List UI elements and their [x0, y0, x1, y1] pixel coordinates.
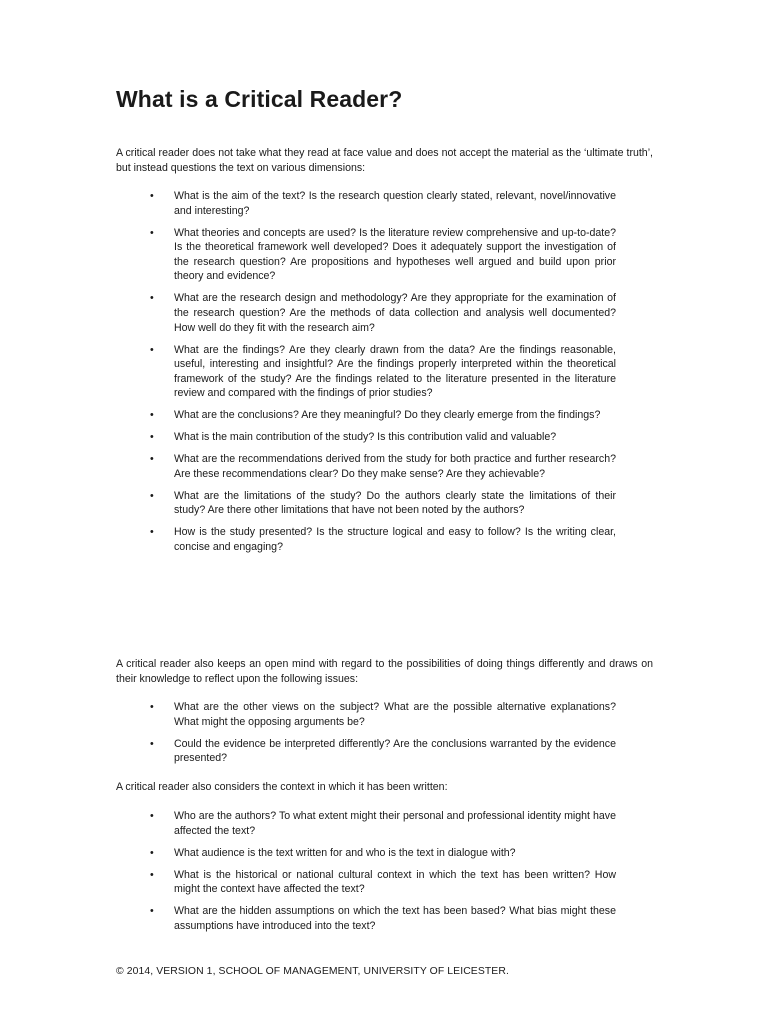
- bullet-icon: •: [150, 343, 154, 356]
- list-item: • What is the historical or national cultural context in which the text has been written? How might the context have affected the text?: [150, 868, 616, 896]
- bullet-icon: •: [150, 810, 154, 822]
- list-item: • What theories and concepts are used? Is the literature review comprehensive and up-to-date? Is the theoretical framework well developed? Does it adequately support the investigation of the research question? Are propositions and hypotheses well argued and build upon prior theory and evidence?: [150, 226, 616, 283]
- bullet-icon: •: [150, 701, 154, 713]
- copyright-footer: © 2014, VERSION 1, SCHOOL OF MANAGEMENT, UNIVERSITY OF LEICESTER.: [116, 966, 509, 977]
- list-item: • What audience is the text written for and who is the text in dialogue with?: [150, 846, 516, 859]
- bullet-icon: •: [150, 846, 154, 859]
- list-item: • What are the recommendations derived from the study for both practice and further research? Are these recommendations clear? Do they make sense? Are they achievable?: [150, 453, 616, 480]
- list-item: • Could the evidence be interpreted differently? Are the conclusions warranted by the evidence presented?: [150, 737, 616, 765]
- bullet-icon: •: [150, 190, 154, 202]
- list-item: • What is the main contribution of the study? Is this contribution valid and valuable?: [150, 431, 557, 444]
- bullet-icon: •: [150, 292, 154, 305]
- intro-paragraph: A critical reader does not take what they read at face value and does not accept the material as the ‘ultimate truth’, but instead questions the text on various dimensions:: [116, 147, 653, 174]
- open-mind-paragraph: A critical reader also keeps an open mind with regard to the possibilities of doing things differently and draws on their knowledge to reflect upon the following issues:: [116, 658, 653, 685]
- bullet-icon: •: [150, 868, 154, 881]
- list-item: • What are the hidden assumptions on which the text has been based? What bias might these assumptions have introduced into the text?: [150, 905, 616, 932]
- bullet-icon: •: [150, 226, 154, 239]
- list-item: • What are the limitations of the study? Do the authors clearly state the limitations of their study? Are there other limitations that have not been noted by the authors?: [150, 489, 616, 517]
- bullet-icon: •: [150, 526, 154, 539]
- bullet-icon: •: [150, 453, 154, 466]
- page-title: What is a Critical Reader?: [116, 86, 403, 112]
- list-item: • What are the other views on the subject? What are the possible alternative explanations? What might the opposing arguments be?: [150, 701, 616, 728]
- bullet-icon: •: [150, 409, 154, 422]
- list-item: • What are the research design and methodology? Are they appropriate for the examination of the research question? Are the methods of data collection and analysis well documented? How well do they fit with the research aim?: [150, 292, 616, 334]
- list-item: • How is the study presented? Is the structure logical and easy to follow? Is the writing clear, concise and engaging?: [150, 526, 616, 553]
- bullet-icon: •: [150, 489, 154, 502]
- list-item: • What is the aim of the text? Is the research question clearly stated, relevant, novel/innovative and interesting?: [150, 190, 616, 217]
- bullet-icon: •: [150, 737, 154, 750]
- bullet-icon: •: [150, 431, 154, 444]
- list-item: • What are the conclusions? Are they meaningful? Do they clearly emerge from the findings?: [150, 409, 601, 422]
- list-item: • Who are the authors? To what extent might their personal and professional identity might have affected the text?: [150, 810, 616, 837]
- alternatives-list: [150, 700, 616, 773]
- context-paragraph: A critical reader also considers the context in which it has been written:: [116, 781, 448, 793]
- aspects-list: [150, 189, 616, 562]
- list-item: • What are the findings? Are they clearly drawn from the data? Are the findings reasonable, useful, interesting and insightful? Are the findings properly interpreted within the theoretical framework of the study? Are the findings related to the literature presented in the literature review and compared with the findings of prior studies?: [150, 343, 616, 400]
- context-list: [150, 809, 616, 941]
- bullet-icon: •: [150, 905, 154, 918]
